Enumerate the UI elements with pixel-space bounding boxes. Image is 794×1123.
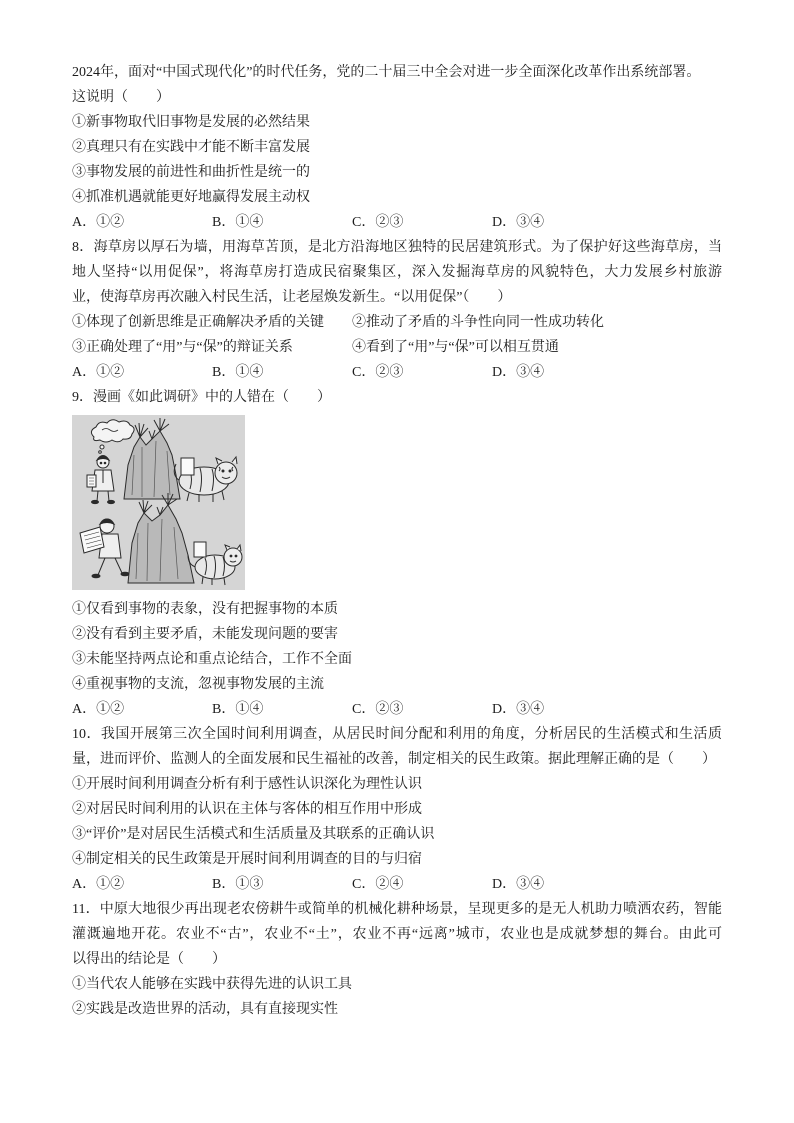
statement-row xyxy=(72,335,722,360)
statement-row xyxy=(72,310,722,335)
question-stem-line: 这说明（ ） xyxy=(72,90,170,105)
cartoon-image xyxy=(72,415,245,590)
statement-3: ③事物发展的前进性和曲折性是统一的 xyxy=(72,165,310,180)
choice-c: C．②③ xyxy=(352,215,404,230)
question-8 xyxy=(72,235,794,385)
statement-3: ③未能坚持两点论和重点论结合，工作不全面 xyxy=(72,652,352,667)
cartoon-illustration xyxy=(72,415,245,590)
statement-1: ①新事物取代旧事物是发展的必然结果 xyxy=(72,115,310,130)
question-stem-line: 以得出的结论是（ ） xyxy=(72,952,226,967)
choice-b: B．①④ xyxy=(212,702,264,717)
answer-choices xyxy=(72,360,722,385)
statement-2: ②推动了矛盾的斗争性向同一性成功转化 xyxy=(352,315,604,330)
cartoon-sign-bottom xyxy=(194,542,206,557)
answer-choices xyxy=(72,697,722,722)
choice-a: A．①② xyxy=(72,365,125,380)
statement-2: ②实践是改造世界的活动，具有直接现实性 xyxy=(72,1002,338,1017)
question-stem-line: 9．漫画《如此调研》中的人错在（ ） xyxy=(72,390,331,405)
question-stem-line: 地人坚持“以用促保”，将海草房打造成民宿聚集区，深入发掘海草房的风貌特色，大力发展乡村旅游 xyxy=(72,265,722,280)
question-stem-line: 业，使海草房再次融入村民生活，让老屋焕发新生。“以用促保”（ ） xyxy=(72,290,512,305)
statement-1: ①仅看到事物的表象，没有把握事物的本质 xyxy=(72,602,338,617)
question-stem-line: 10．我国开展第三次全国时间利用调查，从居民时间分配和利用的角度，分析居民的生活模式和生活质 xyxy=(72,727,722,742)
choice-d: D．③④ xyxy=(492,702,545,717)
statement-3: ③“评价”是对居民生活模式和生活质量及其联系的正确认识 xyxy=(72,827,435,842)
statement-2: ②没有看到主要矛盾，未能发现问题的要害 xyxy=(72,627,338,642)
statement-4: ④看到了“用”与“保”可以相互贯通 xyxy=(352,340,559,355)
choice-d: D．③④ xyxy=(492,877,545,892)
question-stem-line: 2024年，面对“中国式现代化”的时代任务，党的二十届三中全会对进一步全面深化改革作出系统部署。 xyxy=(72,65,701,80)
question-stem-line: 量，进而评价、监测人的全面发展和民生福祉的改善，制定相关的民生政策。据此理解正确的是（ ） xyxy=(72,752,716,767)
choice-d: D．③④ xyxy=(492,215,545,230)
choice-a: A．①② xyxy=(72,877,125,892)
question-stem-line: 灌溉遍地开花。农业不“古”，农业不“土”，农业不再“远离”城市，农业也是成就梦想的舞台。由此可 xyxy=(72,927,722,942)
choice-c: C．②④ xyxy=(352,877,404,892)
cartoon-sign-top xyxy=(181,458,194,475)
statement-3: ③正确处理了“用”与“保”的辩证关系 xyxy=(72,340,293,355)
choice-b: B．①④ xyxy=(212,215,264,230)
question-10 xyxy=(72,722,794,897)
choice-a: A．①② xyxy=(72,702,125,717)
choice-c: C．②③ xyxy=(352,702,404,717)
statement-1: ①开展时间利用调查分析有利于感性认识深化为理性认识 xyxy=(72,777,422,792)
choice-d: D．③④ xyxy=(492,365,545,380)
answer-choices xyxy=(72,872,722,897)
question-stem-line: 11．中原大地很少再出现老农傍耕牛或简单的机械化耕种场景，呈现更多的是无人机助力喷洒农药，智能 xyxy=(72,902,722,917)
question-9 xyxy=(72,385,794,722)
statement-4: ④抓准机遇就能更好地赢得发展主动权 xyxy=(72,190,310,205)
question-7 xyxy=(72,60,794,235)
statement-2: ②真理只有在实践中才能不断丰富发展 xyxy=(72,140,310,155)
choice-b: B．①④ xyxy=(212,365,264,380)
question-stem-line: 8．海草房以厚石为墙，用海草苫顶，是北方沿海地区独特的民居建筑形式。为了保护好这些海草房，当 xyxy=(72,240,722,255)
answer-choices xyxy=(72,210,722,235)
choice-c: C．②③ xyxy=(352,365,404,380)
statement-1: ①体现了创新思维是正确解决矛盾的关键 xyxy=(72,315,324,330)
statement-1: ①当代农人能够在实践中获得先进的认识工具 xyxy=(72,977,352,992)
statement-4: ④制定相关的民生政策是开展时间利用调查的目的与归宿 xyxy=(72,852,422,867)
choice-a: A．①② xyxy=(72,215,125,230)
choice-b: B．①③ xyxy=(212,877,264,892)
statement-2: ②对居民时间利用的认识在主体与客体的相互作用中形成 xyxy=(72,802,422,817)
question-11 xyxy=(72,897,794,1022)
statement-4: ④重视事物的支流，忽视事物发展的主流 xyxy=(72,677,324,692)
